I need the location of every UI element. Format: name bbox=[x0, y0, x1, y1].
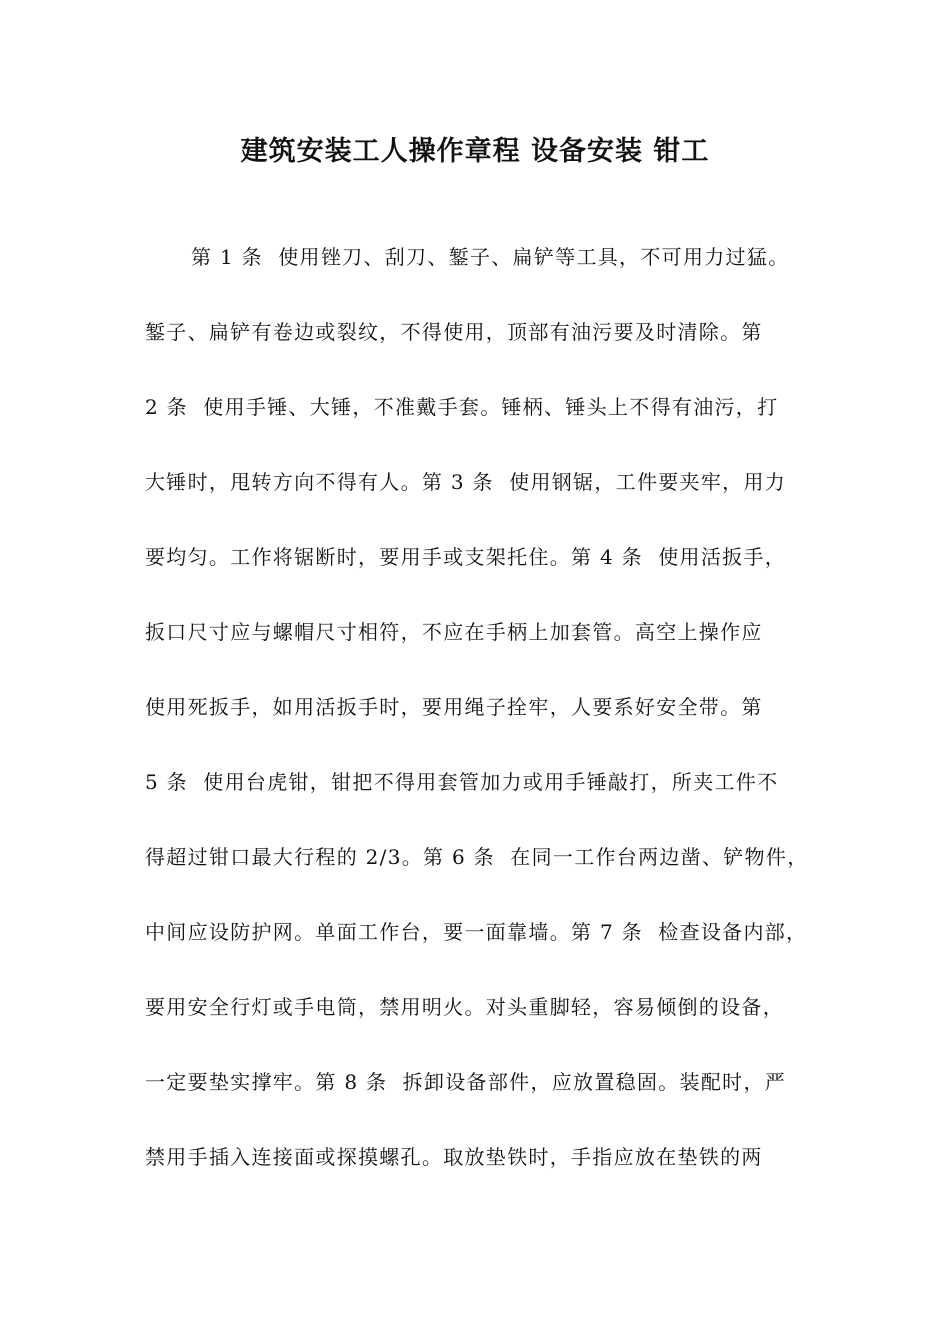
paragraph-line: 要均匀。工作将锯断时，要用手或支架托住。第 4 条 使用活扳手， bbox=[145, 545, 787, 569]
paragraph-line: 5 条 使用台虎钳，钳把不得用套管加力或用手锤敲打，所夹工件不 bbox=[145, 770, 779, 794]
paragraph-line: 扳口尺寸应与螺帽尺寸相符，不应在手柄上加套管。高空上操作应 bbox=[145, 620, 763, 644]
paragraph-line: 2 条 使用手锤、大锤，不准戴手套。锤柄、锤头上不得有油污，打 bbox=[145, 395, 779, 419]
paragraph-line: 得超过钳口最大行程的 2/3。第 6 条 在同一工作台两边凿、铲物件， bbox=[145, 845, 809, 869]
paragraph-line: 錾子、扁铲有卷边或裂纹，不得使用，顶部有油污要及时清除。第 bbox=[145, 320, 763, 344]
paragraph-line: 禁用手插入连接面或探摸螺孔。取放垫铁时，手指应放在垫铁的两 bbox=[145, 1145, 763, 1169]
paragraph-line: 第 1 条 使用锉刀、刮刀、錾子、扁铲等工具，不可用力过猛。 bbox=[191, 245, 790, 269]
paragraph-line: 中间应设防护网。单面工作台，要一面靠墙。第 7 条 检查设备内部， bbox=[145, 920, 808, 944]
paragraph-line: 大锤时，甩转方向不得有人。第 3 条 使用钢锯，工件要夹牢，用力 bbox=[145, 470, 787, 494]
document-body bbox=[145, 237, 835, 1212]
paragraph-line: 使用死扳手，如用活扳手时，要用绳子拴牢，人要系好安全带。第 bbox=[145, 695, 763, 719]
document-title: 建筑安装工人操作章程 设备安装 钳工 bbox=[240, 136, 710, 167]
paragraph-line: 要用安全行灯或手电筒，禁用明火。对头重脚轻，容易倾倒的设备， bbox=[145, 995, 784, 1019]
paragraph-line: 一定要垫实撑牢。第 8 条 拆卸设备部件，应放置稳固。装配时，严 bbox=[145, 1070, 787, 1094]
